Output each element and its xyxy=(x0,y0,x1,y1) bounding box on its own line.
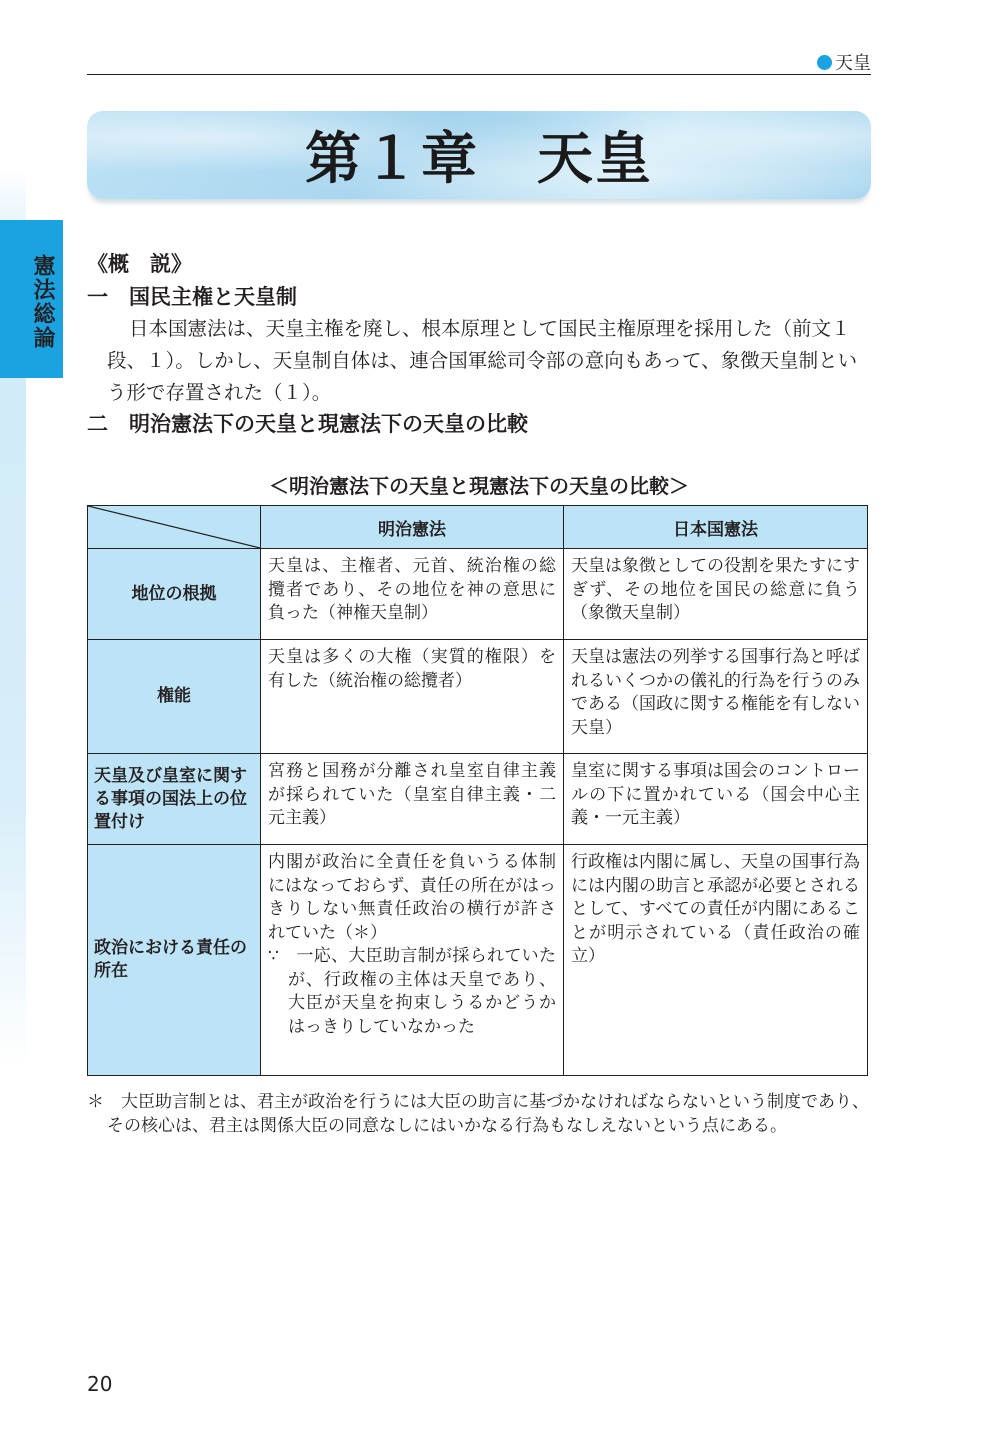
cell-nihon: 天皇は憲法の列挙する国事行為と呼ばれるいくつかの儀礼的行為を行うのみである（国政に関する権能を有しない天皇） xyxy=(564,640,868,754)
cell-meiji-note: ∵ 一応、大臣助言制が採られていたが、行政権の主体は天皇であり、大臣が天皇を拘束しうるかどうかはっきりしていなかった xyxy=(268,946,556,1037)
diagonal-line xyxy=(88,506,260,548)
table-header-row xyxy=(88,506,868,549)
table-row xyxy=(88,640,868,754)
column-header-meiji: 明治憲法 xyxy=(261,506,564,549)
section2-heading: 二 明治憲法下の天皇と現憲法下の天皇の比較 xyxy=(87,411,528,436)
side-tab-label: 憲法総論 xyxy=(30,254,55,350)
footnote: ＊ 大臣助言制とは、君主が政治を行うには大臣の助言に基づかなければならないという制度であり、その核心は、君主は関係大臣の同意なしにはいかなる行為もなしえないという点にある。 xyxy=(87,1092,869,1136)
running-header xyxy=(817,49,871,75)
comparison-table xyxy=(87,505,868,1076)
cell-meiji: 天皇は、主権者、元首、統治権の総攬者であり、その地位を神の意思に負った（神権天皇制） xyxy=(261,549,564,640)
table-row xyxy=(88,549,868,640)
page-number: 20 xyxy=(87,1372,113,1396)
header-rule xyxy=(87,74,871,75)
row-label: 地位の根拠 xyxy=(88,549,261,640)
cell-nihon: 天皇は象徴としての役割を果たすにすぎず、その地位を国民の総意に負う（象徴天皇制） xyxy=(564,549,868,640)
cell-meiji: 宮務と国務が分離され皇室自律主義が採られていた（皇室自律主義・二元主義） xyxy=(261,754,564,845)
cell-nihon: 皇室に関する事項は国会のコントロールの下に置かれている（国会中心主義・一元主義） xyxy=(564,754,868,845)
row-label: 天皇及び皇室に関する事項の国法上の位置付け xyxy=(88,754,261,845)
section1-body: 日本国憲法は、天皇主権を廃し、根本原理として国民主権原理を採用した（前文１段、１）。しかし、天皇制自体は、連合国軍総司令部の意向もあって、象徴天皇制という形で存置された（１）。 xyxy=(107,317,858,404)
row-label: 政治における責任の所在 xyxy=(88,845,261,1076)
cell-meiji xyxy=(261,845,564,1076)
chapter-banner xyxy=(87,111,871,199)
table-row xyxy=(88,754,868,845)
chapter-title: 第１章 天皇 xyxy=(305,127,653,192)
row-label: 権能 xyxy=(88,640,261,754)
column-header-nihon: 日本国憲法 xyxy=(564,506,868,549)
section1-heading: 一 国民主権と天皇制 xyxy=(87,284,297,309)
table-caption: ＜明治憲法下の天皇と現憲法下の天皇の比較＞ xyxy=(269,474,689,498)
bullet-dot-icon xyxy=(817,55,832,70)
corner-cell xyxy=(88,506,261,549)
cell-nihon: 行政権は内閣に属し、天皇の国事行為には内閣の助言と承認が必要とされるとして、すべての責任が内閣にあることが明示されている（責任政治の確立） xyxy=(564,845,868,1076)
table-row xyxy=(88,845,868,1076)
cell-meiji-text: 内閣が政治に全責任を負いうる体制にはなっておらず、責任の所在がはっきりしない無責任政治の横行が許されていた（＊） xyxy=(268,852,556,943)
cell-meiji: 天皇は多くの大権（実質的権限）を有した（統治権の総攬者） xyxy=(261,640,564,754)
overview-heading: 《概 説》 xyxy=(87,252,192,276)
running-header-label: 天皇 xyxy=(835,53,871,74)
